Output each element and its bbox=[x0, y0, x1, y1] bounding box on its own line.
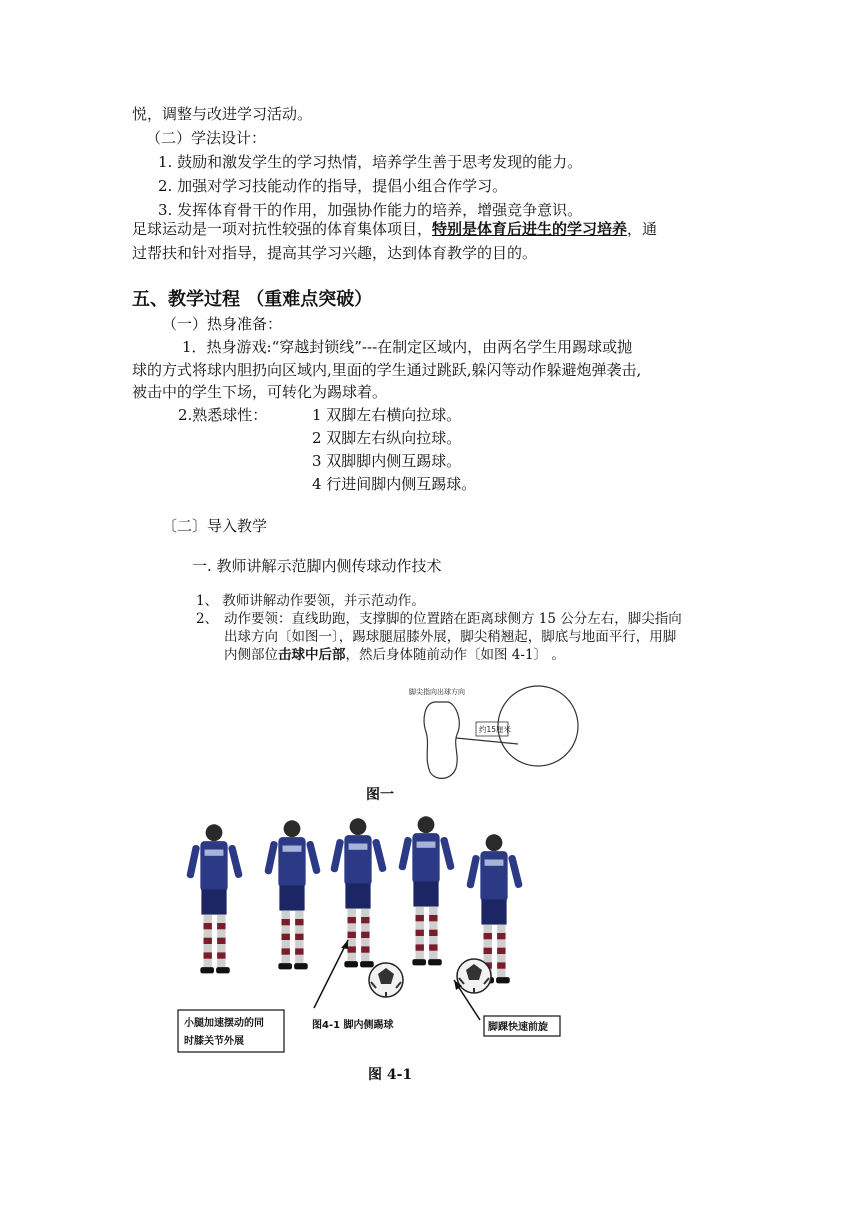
step-line bbox=[224, 646, 565, 664]
list-item: 3. 发挥体育骨干的作用，加强协作能力的培养，增强竞争意识。 bbox=[158, 201, 583, 219]
ball-icon bbox=[457, 959, 491, 993]
annotation-text: 脚踝快速前旋 bbox=[488, 1022, 548, 1033]
step-line: 1、 教师讲解动作要领，并示范动作。 bbox=[196, 593, 425, 609]
step-text: ，然后身体随前动作〔如图 4-1〕 。 bbox=[345, 647, 565, 663]
player-figure bbox=[398, 816, 455, 965]
figure-foot-ball-diagram bbox=[400, 680, 590, 785]
subheading-intro: 〔二〕导入教学 bbox=[162, 517, 268, 535]
step-number: 2、 bbox=[196, 611, 219, 627]
list-item: 2. 加强对学习技能动作的指导，提倡小组合作学习。 bbox=[158, 177, 508, 195]
list-item: 2 双脚左右纵向拉球。 bbox=[312, 429, 462, 447]
distance-line bbox=[456, 738, 518, 744]
player-figure bbox=[186, 824, 243, 973]
player-figure bbox=[330, 818, 387, 967]
section-heading: 五、教学过程 （重难点突破） bbox=[132, 289, 373, 310]
figure-caption: 图 4-1 bbox=[368, 1067, 413, 1083]
figure-caption: 图一 bbox=[366, 787, 394, 803]
arrow-head bbox=[341, 940, 348, 949]
pointer-line bbox=[314, 940, 348, 1008]
paragraph-line: 球的方式将球内胆扔向区域内,里面的学生通过跳跃,躲闪等动作躲避炮弹袭击, bbox=[132, 361, 642, 379]
paragraph-line: 被击中的学生下场，可转化为踢球着。 bbox=[132, 383, 388, 401]
step-line: 出球方向〔如图一〕，踢球腿屈膝外展，脚尖稍翘起，脚底与地面平行，用脚 bbox=[224, 629, 677, 645]
list-item: 1. 鼓励和激发学生的学习热情，培养学生善于思考发现的能力。 bbox=[158, 153, 583, 171]
annotation-text: 小腿加速摆动的同 bbox=[184, 1018, 264, 1029]
ball-icon bbox=[369, 963, 403, 997]
subheading-study-design: （二）学法设计： bbox=[146, 129, 267, 147]
paragraph-text: 足球运动是一项对抗性较强的体育集体项目， bbox=[132, 220, 433, 238]
figure-kick-sequence bbox=[168, 806, 582, 1056]
step-text: 内侧部位 bbox=[224, 647, 278, 663]
step-line: 动作要领：直线助跑，支撑脚的位置踏在距离球侧方 15 公分左右，脚尖指向 bbox=[224, 611, 682, 627]
subheading-warmup: （一）热身准备： bbox=[162, 315, 283, 333]
figure-inline-label: 图4-1 脚内侧踢球 bbox=[312, 1020, 394, 1031]
paragraph-line bbox=[132, 219, 657, 239]
distance-label: 约15厘米 bbox=[479, 725, 512, 734]
paragraph-line: 过帮扶和针对指导，提高其学习兴趣，达到体育教学的目的。 bbox=[132, 244, 538, 262]
list-item: 4 行进间脚内侧互踢球。 bbox=[312, 475, 477, 493]
emphasis-text: 特别是体育后进生的学习培养 bbox=[432, 220, 628, 238]
text-line: 悦，调整与改进学习活动。 bbox=[132, 105, 313, 123]
emphasis-text: 击球中后部 bbox=[278, 647, 346, 663]
foot-outline bbox=[424, 702, 459, 778]
player-figure bbox=[264, 820, 321, 969]
list-item: 3 双脚脚内侧互踢球。 bbox=[312, 452, 462, 470]
list-item: 1 双脚左右横向拉球。 bbox=[312, 406, 462, 424]
teach-heading: 一. 教师讲解示范脚内侧传球动作技术 bbox=[192, 557, 442, 575]
paragraph-line: 1．热身游戏:“穿越封锁线”---在制定区域内，由两名学生用踢球或抛 bbox=[182, 338, 633, 356]
annotation-text: 时膝关节外展 bbox=[184, 1036, 244, 1047]
direction-label: 脚尖指向出球方向 bbox=[409, 688, 465, 696]
familiar-label: 2.熟悉球性： bbox=[178, 406, 268, 424]
paragraph-text: ，通 bbox=[627, 220, 658, 238]
